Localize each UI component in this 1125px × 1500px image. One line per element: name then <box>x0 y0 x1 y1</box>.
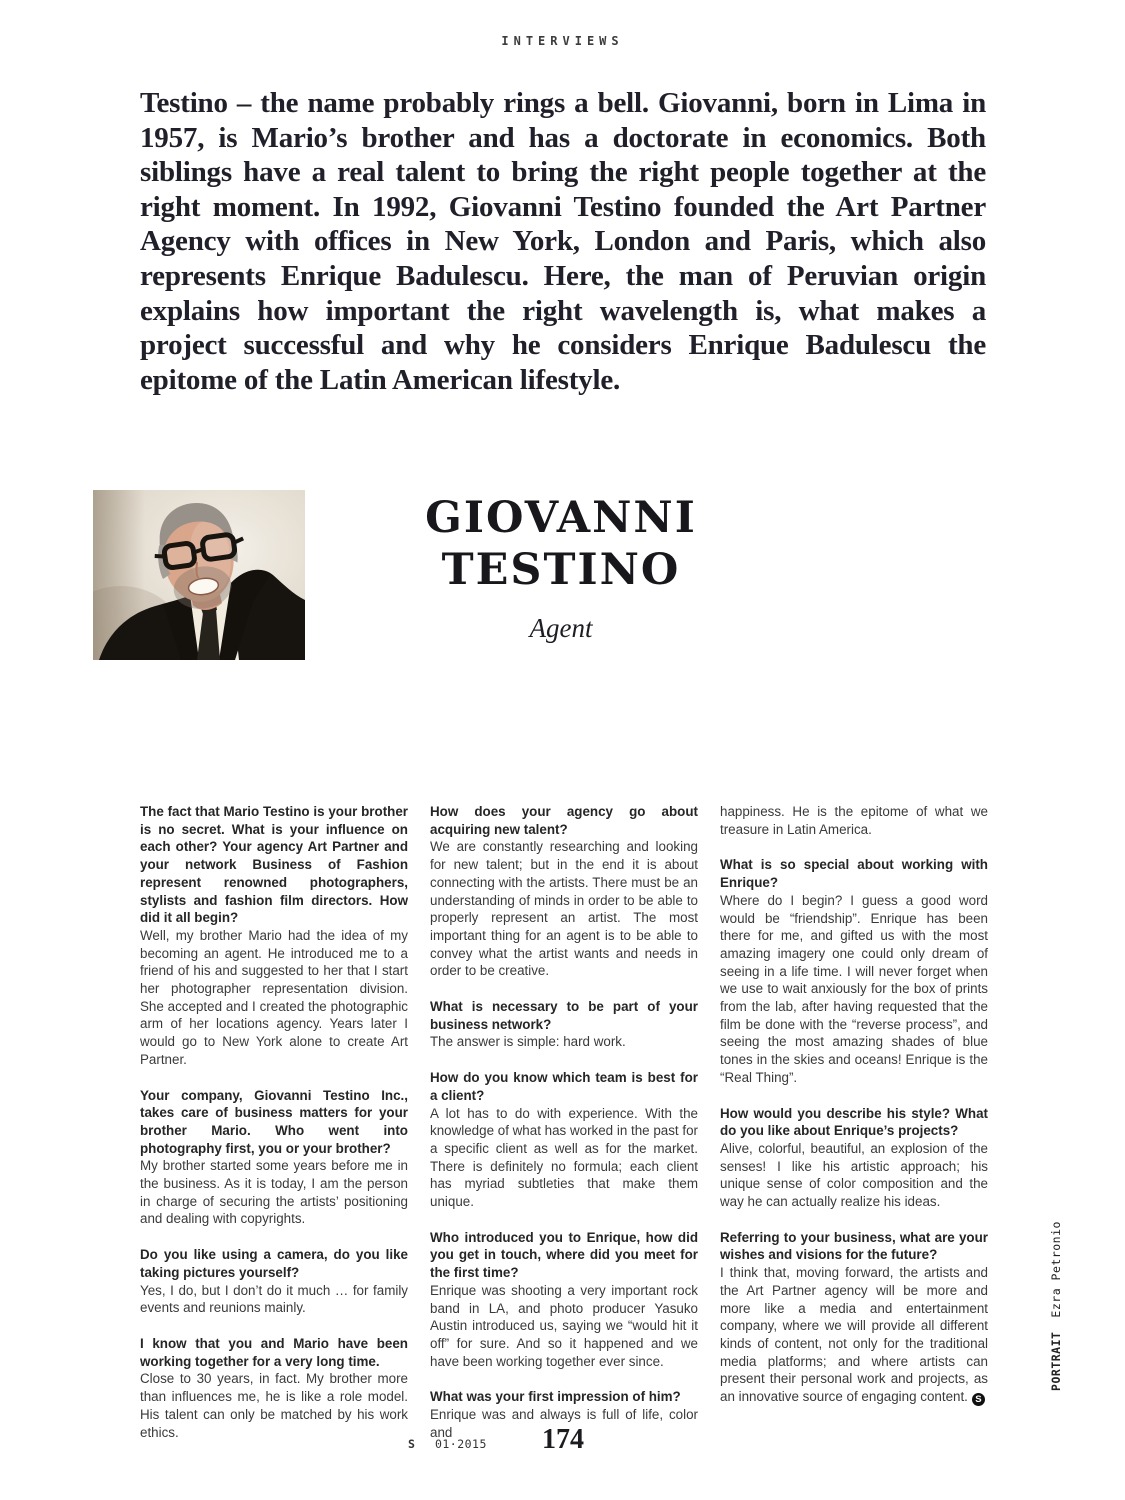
answer: Yes, I do, but I don’t do it much … for family events and reunions mainly. <box>140 1282 408 1316</box>
portrait-illustration <box>93 490 305 660</box>
intro-deck: Testino – the name probably rings a bell. Giovanni, born in Lima in 1957, is Mario’s brother and has a doctorate in economics. Both siblings have a real talent to bring the right people together at the right moment. In 1992, Giovanni Testino founded the Art Partner Agency with offices in New York, London and Paris, which also represents Enrique Badulescu. Here, the man of Peruvian origin explains how important the right wavelength is, what makes a project successful and why he considers Enrique Badulescu the epitome of the Latin American lifestyle. <box>140 87 986 396</box>
interviewee-last-name: TESTINO <box>441 545 681 595</box>
question: What is necessary to be part of your business network? <box>430 999 698 1032</box>
answer: Where do I begin? I guess a good word would be “friendship”. Enrique has been there for me, and gifted us with the most amazing imagery one could only dream of seeing in a life time. I will never forget when we use to wait anxiously for the box of prints from the lab, after having requested that the film be done with the “reverse process”, and seeing the most amazing shades of blue tones in the skies and oceans! Enrique is the “Real Thing”. <box>720 892 988 1085</box>
question: What was your first impression of him? <box>430 1389 681 1405</box>
answer: The answer is simple: hard work. <box>430 1034 626 1050</box>
photo-credit <box>1049 1221 1063 1391</box>
answer <box>720 1264 988 1406</box>
question: How would you describe his style? What do you like about Enrique’s projects? <box>720 1105 988 1139</box>
answer: Enrique was and always is full of life, color and <box>430 1407 698 1440</box>
issue-date: 01·2015 <box>434 1437 487 1451</box>
section-header: INTERVIEWS <box>501 34 624 48</box>
answer: A lot has to do with experience. With the knowledge of what has worked in the past for a specific client as well as for the market. There is definitely no formula; each client has myriad subtleties that make them unique. <box>430 1105 698 1210</box>
qa-block <box>430 998 698 1051</box>
answer: Well, my brother Mario had the idea of my becoming an agent. He introduced me to a friend of his and suggested to her that I start her photographer representation division. She accepted and I created the photographic arm of her locations agency. Years later I would go to New York alone to create Art Partner. <box>140 927 408 1067</box>
interviewee-title-block <box>406 492 716 644</box>
answer: We are constantly researching and looking for new talent; but in the end it is about connecting with the artists. There must be an understanding of minds in order to be able to properly represent an artist. The most important thing for an agent is to be able to convey what the artist wants and needs in order to be creative. <box>430 839 698 979</box>
interview-body <box>140 803 988 1460</box>
qa-block <box>140 1246 408 1317</box>
question: Referring to your business, what are your wishes and visions for the future? <box>720 1229 988 1263</box>
qa-block <box>140 1335 408 1441</box>
question: How do you know which team is best for a client? <box>430 1070 698 1103</box>
column-2 <box>430 803 698 1460</box>
photo-credit-name: Ezra Petronio <box>1049 1221 1063 1318</box>
question: The fact that Mario Testino is your brother is no secret. What is your influence on each other? Your agency Art Partner and your network Business of Fashion represent renowned photographers, stylists and fashion film directors. How did it all begin? <box>140 804 408 926</box>
photo-credit-label: PORTRAIT <box>1049 1331 1063 1391</box>
question: Your company, Giovanni Testino Inc., takes care of business matters for your brother Mario. Who went into photography first, you or your brother? <box>140 1087 408 1156</box>
qa-block <box>720 803 988 838</box>
answer-continuation: happiness. He is the epitome of what we treasure in Latin America. <box>720 804 988 837</box>
interviewee-role: Agent <box>529 613 593 643</box>
answer: Alive, colorful, beautiful, an explosion of the senses! I like his artistic approach; his unique sense of color composition and the way he can actually realize his ideas. <box>720 1140 988 1210</box>
qa-block <box>430 1069 698 1211</box>
answer: Enrique was shooting a very important rock band in LA, and photo producer Yasuko Austin introduced us, saying we “would hit it off” for sure. And so it happened and we have been working together ever since. <box>430 1282 698 1369</box>
magazine-logo-mark: S <box>408 1437 415 1451</box>
end-of-article-mark: S <box>972 1393 985 1406</box>
answer: Close to 30 years, in fact. My brother more than influences me, he is like a role model. His talent can only be matched by his work ethics. <box>140 1371 408 1440</box>
qa-block <box>720 1105 988 1211</box>
interviewee-first-name: GIOVANNI <box>425 493 697 543</box>
issue-line <box>408 1437 487 1451</box>
page-number: 174 <box>542 1424 584 1455</box>
question: How does your agency go about acquiring new talent? <box>430 804 698 837</box>
question: Do you like using a camera, do you like taking pictures yourself? <box>140 1247 408 1280</box>
qa-block <box>430 1229 698 1371</box>
qa-block <box>720 856 988 1086</box>
column-1 <box>140 803 408 1460</box>
column-3 <box>720 803 988 1460</box>
qa-block <box>140 1087 408 1229</box>
qa-block <box>430 803 698 980</box>
portrait-photo <box>93 490 305 660</box>
qa-block <box>720 1229 988 1406</box>
answer: My brother started some years before me in the business. As it is today, I am the person in charge of securing the artists’ positioning and dealing with copyrights. <box>140 1158 408 1227</box>
question: What is so special about working with Enrique? <box>720 857 988 891</box>
question: Who introduced you to Enrique, how did you get in touch, where did you meet for the first time? <box>430 1229 698 1281</box>
qa-block <box>140 803 408 1069</box>
question: I know that you and Mario have been working together for a very long time. <box>140 1335 408 1369</box>
answer-text: I think that, moving forward, the artists and the Art Partner agency will be more and more like a media and entertainment company, where we will provide all different kinds of content, not only for the traditional media platforms; and where artists can present their personal work and projects, as an innovative source of engaging content. <box>720 1265 988 1405</box>
